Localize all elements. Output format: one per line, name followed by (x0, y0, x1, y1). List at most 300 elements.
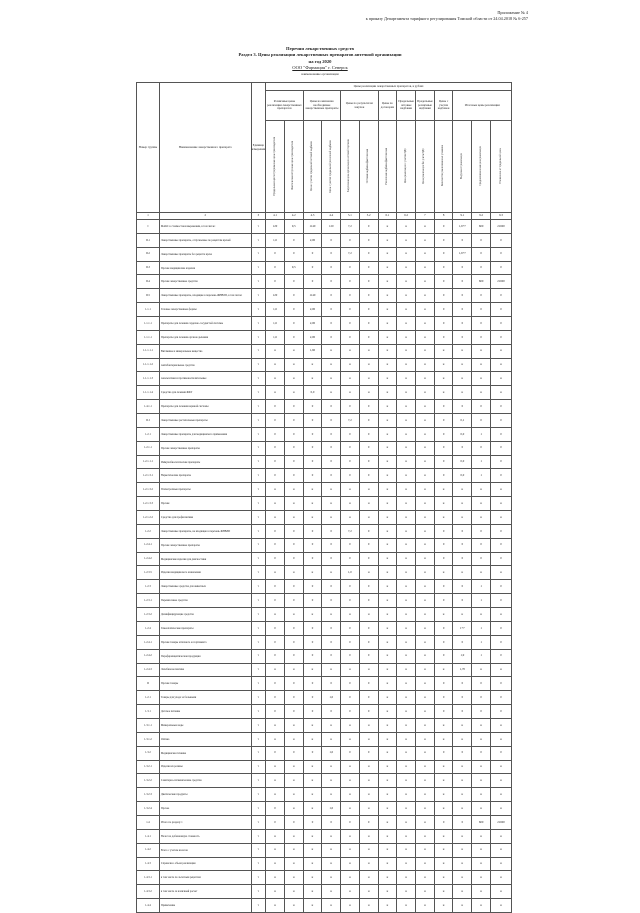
row-value: 1 (472, 621, 491, 635)
row-value: 0 (284, 247, 303, 261)
row-value: 0 (341, 594, 360, 608)
row-name: в том числе за наличный расчет (159, 885, 251, 899)
row-value: 0 (359, 427, 378, 441)
table-row (137, 566, 512, 580)
row-value: 0 (472, 330, 491, 344)
row-name: Справочно: объем реализации (159, 857, 251, 871)
row-value: н (341, 843, 360, 857)
row-value: 0 (303, 677, 322, 691)
top-header: Цены реализации лекарственных препаратов, в рублях (266, 83, 512, 91)
row-value: н (303, 899, 322, 913)
row-value: 0 (266, 705, 285, 719)
row-value: 0 (266, 746, 285, 760)
row-code: 1.4.3.1 (137, 871, 160, 885)
row-value: 0 (322, 400, 341, 414)
row-code: 1.2.4.3 (137, 663, 160, 677)
row-value: н (378, 233, 397, 247)
table-row (137, 483, 512, 497)
row-value: 0 (303, 469, 322, 483)
row-name: Парафармацевтическая продукция (159, 649, 251, 663)
row-value: 0 (490, 621, 511, 635)
group-header-7: Цены с учетом надбавок (434, 91, 453, 121)
row-value: 0 (453, 580, 472, 594)
row-code: II (137, 677, 160, 691)
row-value: н (416, 247, 435, 261)
row-code: II.1 (137, 233, 160, 247)
table-row (137, 691, 512, 705)
sub-header-text: Средневзвешенная цена реализации (478, 145, 482, 186)
row-value: 0 (453, 524, 472, 538)
row-value: 0 (490, 705, 511, 719)
row-value: 0 (284, 649, 303, 663)
row-value: н (284, 829, 303, 843)
row-value: 0 (359, 705, 378, 719)
row-value: н (341, 608, 360, 622)
column-number: 6.1 (378, 213, 397, 220)
row-value: 0 (284, 552, 303, 566)
row-code: 1.1.1.1 (137, 317, 160, 331)
row-value: н (378, 718, 397, 732)
row-value: н (434, 608, 453, 622)
row-value: н (341, 899, 360, 913)
row-value: н (378, 344, 397, 358)
row-value: н (472, 788, 491, 802)
row-value: н (378, 247, 397, 261)
row-unit: т (251, 843, 266, 857)
row-value: н (434, 344, 453, 358)
row-value: н (322, 774, 341, 788)
row-value: н (266, 885, 285, 899)
row-value: 1,6+7 (453, 247, 472, 261)
row-value: н (397, 899, 416, 913)
row-value: н (359, 511, 378, 525)
row-name: Примечание (159, 899, 251, 913)
column-number: 1 (137, 213, 160, 220)
row-code: 1.2.4.1 (137, 635, 160, 649)
row-unit: т (251, 330, 266, 344)
group-header-1: Розничные цены реализации лекарственных препаратов (266, 91, 303, 121)
row-value: н (416, 829, 435, 843)
row-code: 1.2.4 (137, 621, 160, 635)
row-value: 0 (322, 261, 341, 275)
row-value: н (434, 760, 453, 774)
row-value: н (378, 580, 397, 594)
row-value: н (453, 899, 472, 913)
row-value: н (284, 497, 303, 511)
row-value: 0 (303, 524, 322, 538)
row-value: 1,6 (266, 233, 285, 247)
row-value: 0 (341, 677, 360, 691)
row-value: н (378, 608, 397, 622)
row-name: Препараты для лечения органов дыхания (159, 330, 251, 344)
row-value: н (397, 261, 416, 275)
row-value: н (359, 843, 378, 857)
row-value: 0 (266, 815, 285, 829)
row-value: н (341, 372, 360, 386)
row-name: Товары для ухода за больными (159, 691, 251, 705)
row-value: 0 (434, 635, 453, 649)
row-value: 0 (359, 233, 378, 247)
row-unit: т (251, 718, 266, 732)
row-name: Наркотические препараты (159, 469, 251, 483)
table-row (137, 289, 512, 303)
row-value: н (378, 788, 397, 802)
row-value: н (359, 497, 378, 511)
sub-header-6 (359, 121, 378, 213)
row-value: н (397, 663, 416, 677)
row-value: н (303, 802, 322, 816)
row-code: 1.3.2.2 (137, 774, 160, 788)
row-value: н (359, 386, 378, 400)
row-value: н (378, 469, 397, 483)
row-code: 1.2.1.3.2 (137, 483, 160, 497)
row-value: н (453, 857, 472, 871)
row-name: Налог на добавленную стоимость (159, 829, 251, 843)
row-value: н (490, 871, 511, 885)
row-value: н (472, 829, 491, 843)
row-value: 0 (341, 303, 360, 317)
row-value: н (397, 455, 416, 469)
row-name: Прочее (159, 802, 251, 816)
row-value: н (472, 802, 491, 816)
row-value: н (416, 469, 435, 483)
row-value: 0 (284, 594, 303, 608)
row-value: 0 (266, 677, 285, 691)
row-value: н (266, 788, 285, 802)
row-value: 0 (284, 233, 303, 247)
row-value: н (453, 718, 472, 732)
row-unit: т (251, 400, 266, 414)
row-unit: т (251, 511, 266, 525)
row-value: н (472, 344, 491, 358)
row-value: н (416, 261, 435, 275)
row-value: н (416, 538, 435, 552)
row-value: н (284, 802, 303, 816)
row-value: 1,6 (266, 317, 285, 331)
row-value: н (490, 760, 511, 774)
col-header-unit: Единица измерения (251, 83, 266, 213)
row-value: 1,0 (322, 802, 341, 816)
row-value: 0 (322, 594, 341, 608)
row-unit: т (251, 427, 266, 441)
row-value: 0 (284, 677, 303, 691)
row-code: II.4 (137, 275, 160, 289)
row-value: н (453, 802, 472, 816)
row-value: 0 (284, 580, 303, 594)
row-value: н (266, 511, 285, 525)
title-line-3: на год 2020 (308, 58, 332, 64)
row-value: н (490, 511, 511, 525)
row-name: Лекарственные препараты, не входящие в перечень ЖНВЛП (159, 524, 251, 538)
row-value: 0 (434, 677, 453, 691)
row-value: 0 (490, 330, 511, 344)
row-value: н (434, 871, 453, 885)
row-value: н (284, 885, 303, 899)
row-value: 0 (490, 552, 511, 566)
row-value: н (397, 705, 416, 719)
row-value: н (341, 829, 360, 843)
row-value: н (378, 303, 397, 317)
row-value: 0 (472, 400, 491, 414)
row-value: н (397, 414, 416, 428)
row-value: н (397, 317, 416, 331)
row-name: Итого по разделу 1 (159, 815, 251, 829)
row-value: н (303, 663, 322, 677)
row-value: н (453, 774, 472, 788)
document-title-block (0, 46, 640, 76)
row-value: н (341, 760, 360, 774)
row-value: 1 (472, 649, 491, 663)
row-value: н (378, 871, 397, 885)
row-value: н (284, 663, 303, 677)
row-value: н (397, 289, 416, 303)
row-value: н (397, 358, 416, 372)
row-code: 1.1.1.1.3 (137, 372, 160, 386)
row-value: 0 (453, 441, 472, 455)
row-value: 0 (490, 455, 511, 469)
row-value: н (359, 483, 378, 497)
row-unit: т (251, 677, 266, 691)
row-value: н (416, 608, 435, 622)
row-value: н (359, 802, 378, 816)
row-unit: т (251, 635, 266, 649)
row-value: 0 (490, 746, 511, 760)
row-value: н (266, 732, 285, 746)
sub-header-13 (490, 121, 511, 213)
row-value: 0 (266, 455, 285, 469)
row-value: н (472, 857, 491, 871)
row-value: н (378, 677, 397, 691)
row-value: 0 (453, 705, 472, 719)
title-line-2: Раздел 3. Цены реализации лекарственных препаратов аптечной организации (238, 52, 402, 58)
row-value: 0 (303, 649, 322, 663)
row-value: 0 (359, 621, 378, 635)
row-unit: т (251, 829, 266, 843)
row-code: 1.4.1.1 (137, 400, 160, 414)
sub-header-text: Цена реализации с учетом НДС (403, 148, 407, 184)
row-value: н (416, 760, 435, 774)
row-value: н (266, 372, 285, 386)
row-value: н (341, 718, 360, 732)
row-unit: т (251, 774, 266, 788)
row-value: 21600 (490, 220, 511, 234)
row-value: н (378, 732, 397, 746)
row-value: 0 (434, 455, 453, 469)
row-value: 0 (434, 705, 453, 719)
row-value: н (490, 788, 511, 802)
row-value: 0 (266, 621, 285, 635)
row-value: 0 (359, 275, 378, 289)
row-value: н (284, 358, 303, 372)
row-value: н (359, 566, 378, 580)
row-value: н (322, 760, 341, 774)
row-value: 0 (434, 303, 453, 317)
row-value: 0 (284, 414, 303, 428)
row-value: н (490, 344, 511, 358)
row-value: н (341, 871, 360, 885)
row-value: 0 (341, 261, 360, 275)
row-value: н (434, 497, 453, 511)
table-row (137, 774, 512, 788)
row-value: н (322, 511, 341, 525)
table-row (137, 275, 512, 289)
row-code: 1.2.1.1.1 (137, 455, 160, 469)
row-value: 0 (359, 330, 378, 344)
row-value: 0 (453, 677, 472, 691)
row-name: Медицинские изделия для диагностики (159, 552, 251, 566)
row-value: 0 (453, 552, 472, 566)
row-value: 0 (341, 330, 360, 344)
row-value: н (472, 774, 491, 788)
table-row (137, 427, 512, 441)
row-value: н (416, 400, 435, 414)
row-value: 0 (266, 275, 285, 289)
row-value: 0 (434, 400, 453, 414)
row-value: 0 (303, 621, 322, 635)
row-value: н (416, 871, 435, 885)
table-row (137, 635, 512, 649)
table-row (137, 718, 512, 732)
row-value: н (397, 220, 416, 234)
row-value: н (490, 566, 511, 580)
row-value: н (378, 427, 397, 441)
title-line-1: Перечни лекарственных средств (286, 46, 354, 51)
row-value: н (416, 843, 435, 857)
row-value: н (416, 303, 435, 317)
row-unit: т (251, 483, 266, 497)
row-value: 0 (434, 275, 453, 289)
row-code: 1.2.2 (137, 524, 160, 538)
row-unit: т (251, 594, 266, 608)
row-code: 1.4.3.2 (137, 885, 160, 899)
row-value: н (397, 802, 416, 816)
row-unit: т (251, 566, 266, 580)
row-value: н (378, 261, 397, 275)
row-value: н (490, 608, 511, 622)
row-value: н (359, 372, 378, 386)
price-table (136, 82, 512, 913)
row-value: 0 (303, 552, 322, 566)
row-value: н (266, 566, 285, 580)
row-value: 0 (472, 538, 491, 552)
row-value: н (266, 857, 285, 871)
row-value: 0 (322, 705, 341, 719)
row-value: 1,6 (266, 303, 285, 317)
row-unit: т (251, 372, 266, 386)
row-value: н (416, 386, 435, 400)
row-value: н (416, 899, 435, 913)
row-value: н (322, 829, 341, 843)
row-value: н (303, 358, 322, 372)
sub-header-11 (453, 121, 472, 213)
row-value: 0 (303, 247, 322, 261)
sub-header-5 (341, 121, 360, 213)
group-header-4: Цены по договорам (378, 91, 397, 121)
row-value: н (266, 344, 285, 358)
row-value: 0 (472, 303, 491, 317)
row-value: н (434, 802, 453, 816)
row-value: 0 (434, 746, 453, 760)
row-value: 0 (322, 649, 341, 663)
row-unit: т (251, 705, 266, 719)
row-value: 7,2 (341, 220, 360, 234)
row-value: н (359, 358, 378, 372)
row-name: Перевязочные средства (159, 594, 251, 608)
row-name: Санитарно-гигиенические средства (159, 774, 251, 788)
row-value: н (359, 774, 378, 788)
row-value: н (378, 621, 397, 635)
row-unit: т (251, 857, 266, 871)
row-value: н (397, 857, 416, 871)
row-value: 0,0 (453, 427, 472, 441)
row-code: 1.3.2.1 (137, 760, 160, 774)
row-value: 0 (490, 247, 511, 261)
table-row (137, 247, 512, 261)
table-row (137, 677, 512, 691)
row-name: Готовые лекарственные формы (159, 303, 251, 317)
row-unit: т (251, 732, 266, 746)
row-value: н (341, 663, 360, 677)
row-value: н (472, 358, 491, 372)
row-value: н (378, 885, 397, 899)
row-value: н (416, 635, 435, 649)
row-name: Прочие товары аптечного ассортимента (159, 635, 251, 649)
row-value: 0 (341, 289, 360, 303)
row-value: 0 (322, 524, 341, 538)
row-value: н (397, 649, 416, 663)
row-value: 0 (266, 261, 285, 275)
row-unit: т (251, 261, 266, 275)
sub-header-text: Закупочная цена организации оптовой торговли (347, 139, 351, 193)
table-row (137, 497, 512, 511)
row-value: н (341, 885, 360, 899)
row-value: 0 (359, 580, 378, 594)
row-unit: т (251, 524, 266, 538)
row-code: 1.3.1.1 (137, 718, 160, 732)
row-value: н (303, 857, 322, 871)
row-name: Препараты для лечения нервной системы (159, 400, 251, 414)
row-value: 0 (266, 247, 285, 261)
row-value: н (378, 317, 397, 331)
row-value: 0 (303, 705, 322, 719)
row-code: 1.1.1.1.1 (137, 344, 160, 358)
row-value: 2,00 (303, 317, 322, 331)
row-value: н (416, 691, 435, 705)
table-row (137, 621, 512, 635)
row-value: 0 (453, 330, 472, 344)
row-value: 0 (266, 524, 285, 538)
row-value: 0 (359, 414, 378, 428)
row-code: 1.2.4.2 (137, 649, 160, 663)
row-name: Лекарственные препараты, отпускаемые по рецептам врачей (159, 233, 251, 247)
row-unit: т (251, 580, 266, 594)
appendix-note (348, 10, 528, 21)
row-code: 1.2.4.2 (137, 552, 160, 566)
row-value: н (434, 732, 453, 746)
row-value: н (472, 386, 491, 400)
row-value: н (490, 885, 511, 899)
row-value: н (490, 774, 511, 788)
row-code: 1.3.2.3 (137, 788, 160, 802)
row-value: 0 (303, 635, 322, 649)
row-value: н (434, 372, 453, 386)
row-name: Прочие лекарственные препараты (159, 441, 251, 455)
row-unit: т (251, 899, 266, 913)
row-value: н (490, 732, 511, 746)
row-value: 0 (284, 815, 303, 829)
table-row (137, 344, 512, 358)
row-value: н (341, 497, 360, 511)
